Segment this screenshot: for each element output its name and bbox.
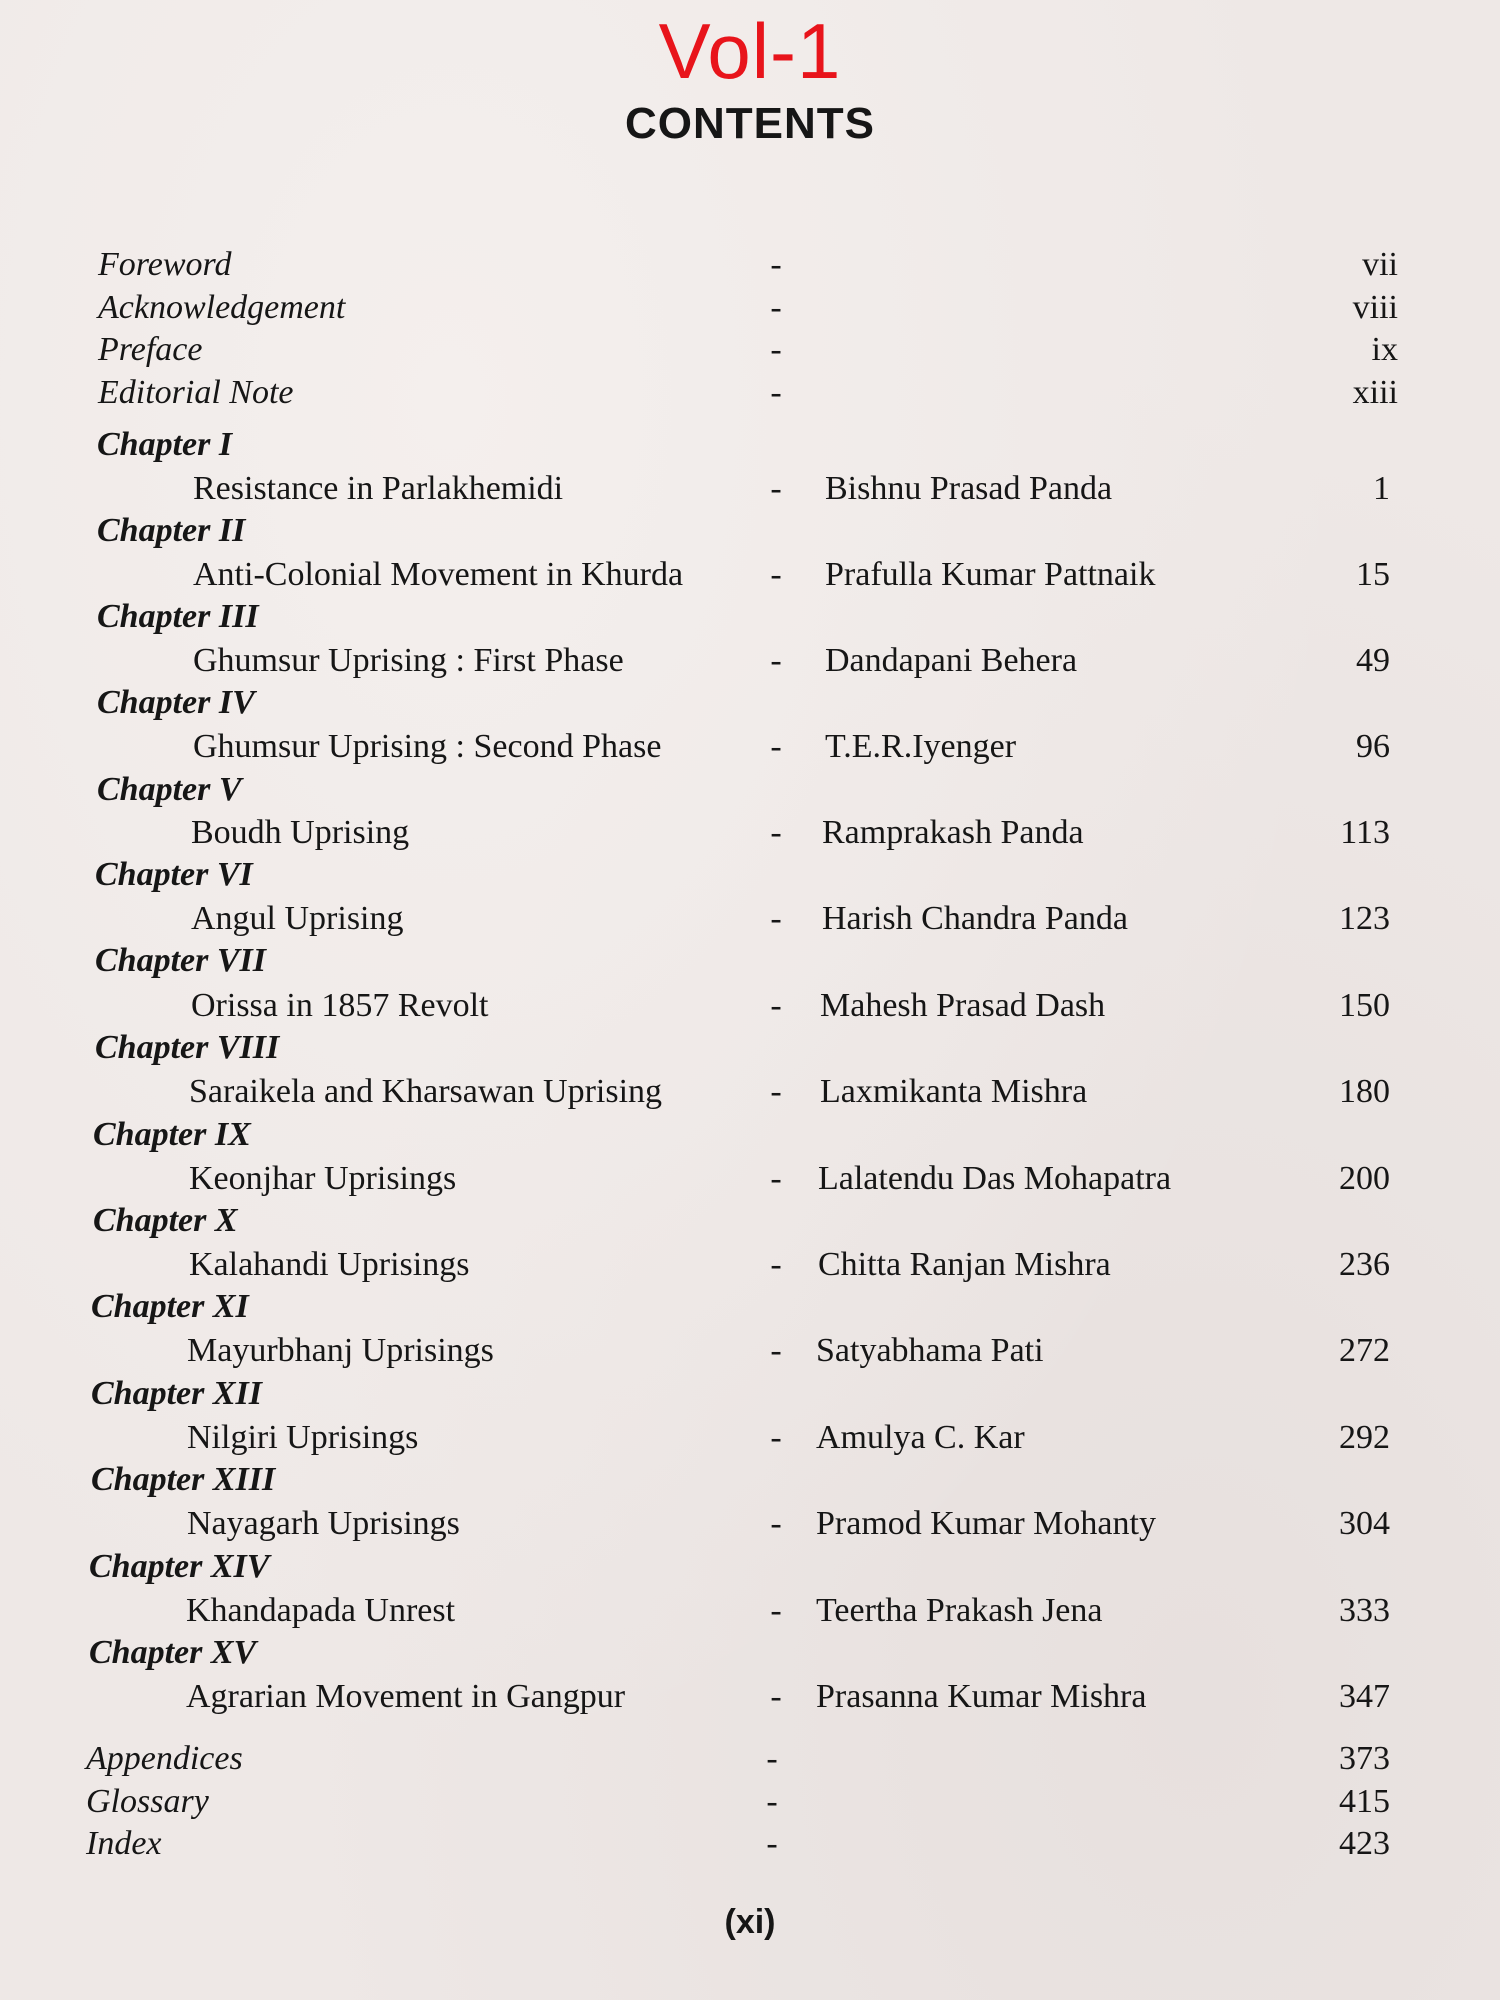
toc-entry-chapter	[0, 639, 1500, 683]
chapter-title: Anti-Colonial Movement in Khurda	[193, 556, 684, 593]
chapter-heading: Chapter VIII	[95, 1029, 280, 1066]
toc-entry-chapter	[0, 897, 1500, 941]
toc-page-number: 96	[1356, 728, 1390, 765]
chapter-title: Orissa in 1857 Revolt	[191, 987, 489, 1024]
chapter-title: Saraikela and Kharsawan Uprising	[189, 1073, 663, 1110]
toc-entry-label: Index	[86, 1825, 162, 1862]
volume-label: Vol-1	[658, 7, 842, 95]
toc-page-number: ix	[1371, 331, 1398, 368]
toc-entry-chapter	[0, 1243, 1500, 1287]
chapter-author: Pramod Kumar Mohanty	[816, 1505, 1156, 1542]
chapter-title: Ghumsur Uprising : Second Phase	[193, 728, 662, 765]
toc-entry-index	[0, 1822, 1500, 1866]
chapter-heading: Chapter IX	[93, 1116, 251, 1153]
toc-page-number: 415	[1339, 1783, 1390, 1820]
chapter-heading: Chapter V	[97, 771, 242, 808]
chapter-heading: Chapter I	[97, 426, 233, 463]
chapter-author: Dandapani Behera	[825, 642, 1078, 679]
toc-dash: -	[770, 1505, 782, 1542]
toc-dash: -	[770, 374, 782, 411]
toc-dash: -	[770, 1073, 782, 1110]
toc-entry-glossary	[0, 1780, 1500, 1824]
chapter-title: Nilgiri Uprisings	[187, 1419, 419, 1456]
toc-page-number: 49	[1356, 642, 1390, 679]
chapter-author: Harish Chandra Panda	[822, 900, 1128, 937]
chapter-title: Nayagarh Uprisings	[187, 1505, 460, 1542]
toc-page-number: 272	[1339, 1332, 1390, 1369]
toc-page-number: xiii	[1352, 374, 1398, 411]
toc-page-number: 113	[1340, 814, 1390, 851]
toc-dash: -	[770, 1160, 782, 1197]
toc-entry-preface	[0, 328, 1500, 372]
chapter-title: Resistance in Parlakhemidi	[193, 470, 564, 507]
chapter-author: Prafulla Kumar Pattnaik	[825, 556, 1156, 593]
chapter-author: Chitta Ranjan Mishra	[818, 1246, 1111, 1283]
toc-dash: -	[770, 987, 782, 1024]
toc-page-number: 292	[1339, 1419, 1390, 1456]
toc-entry-label: Acknowledgement	[98, 289, 346, 326]
toc-page-number: 1	[1373, 470, 1390, 507]
chapter-title: Boudh Uprising	[191, 814, 410, 851]
toc-dash: -	[770, 1419, 782, 1456]
toc-page-number: 333	[1339, 1592, 1390, 1629]
toc-entry-chapter	[0, 1675, 1500, 1719]
toc-entry-chapter	[0, 1070, 1500, 1114]
chapter-title: Agrarian Movement in Gangpur	[186, 1678, 626, 1715]
toc-dash: -	[766, 1740, 778, 1777]
toc-page-number: 150	[1339, 987, 1390, 1024]
toc-dash: -	[770, 1592, 782, 1629]
toc-page-number: 347	[1339, 1678, 1390, 1715]
toc-dash: -	[770, 814, 782, 851]
chapter-heading: Chapter IV	[97, 684, 255, 721]
toc-entry-chapter	[0, 984, 1500, 1028]
toc-entry-chapter	[0, 811, 1500, 855]
chapter-title: Kalahandi Uprisings	[189, 1246, 470, 1283]
chapter-heading: Chapter II	[97, 512, 246, 549]
toc-dash: -	[770, 728, 782, 765]
chapter-author: Bishnu Prasad Panda	[825, 470, 1113, 507]
toc-dash: -	[770, 289, 782, 326]
toc-entry-chapter	[0, 553, 1500, 597]
chapter-title: Ghumsur Uprising : First Phase	[193, 642, 624, 679]
toc-dash: -	[770, 1246, 782, 1283]
toc-entry-label: Editorial Note	[98, 374, 294, 411]
chapter-title: Keonjhar Uprisings	[189, 1160, 457, 1197]
toc-entry-chapter	[0, 1329, 1500, 1373]
toc-entry-label: Preface	[98, 331, 203, 368]
toc-page-number: 200	[1339, 1160, 1390, 1197]
toc-dash: -	[770, 1332, 782, 1369]
chapter-author: Amulya C. Kar	[816, 1419, 1025, 1456]
chapter-author: Lalatendu Das Mohapatra	[818, 1160, 1172, 1197]
toc-dash: -	[766, 1783, 778, 1820]
toc-dash: -	[766, 1825, 778, 1862]
chapter-heading: Chapter X	[93, 1202, 238, 1239]
toc-entry-foreword	[0, 243, 1500, 287]
chapter-author: Satyabhama Pati	[816, 1332, 1044, 1369]
toc-entry-label: Appendices	[86, 1740, 243, 1777]
toc-page-number: 304	[1339, 1505, 1390, 1542]
toc-entry-editorial-note	[0, 371, 1500, 415]
chapter-author: Mahesh Prasad Dash	[820, 987, 1106, 1024]
chapter-author: Laxmikanta Mishra	[820, 1073, 1088, 1110]
toc-dash: -	[770, 246, 782, 283]
toc-entry-acknowledgement	[0, 286, 1500, 330]
toc-entry-appendices	[0, 1737, 1500, 1781]
toc-page-number: 236	[1339, 1246, 1390, 1283]
chapter-author: T.E.R.Iyenger	[825, 728, 1017, 765]
chapter-heading: Chapter XV	[89, 1634, 257, 1671]
page-number-footer: (xi)	[724, 1903, 776, 1941]
toc-page-number: 15	[1356, 556, 1390, 593]
toc-entry-chapter	[0, 1502, 1500, 1546]
chapter-heading: Chapter III	[97, 598, 259, 635]
chapter-heading: Chapter XIV	[89, 1548, 270, 1585]
toc-dash: -	[770, 470, 782, 507]
toc-dash: -	[770, 642, 782, 679]
toc-page-number: 373	[1339, 1740, 1390, 1777]
toc-entry-chapter	[0, 1416, 1500, 1460]
toc-entry-chapter	[0, 725, 1500, 769]
toc-entry-chapter	[0, 1589, 1500, 1633]
page-title: CONTENTS	[625, 99, 875, 148]
chapter-author: Ramprakash Panda	[822, 814, 1084, 851]
chapter-author: Prasanna Kumar Mishra	[816, 1678, 1147, 1715]
toc-entry-chapter	[0, 467, 1500, 511]
toc-dash: -	[770, 900, 782, 937]
chapter-heading: Chapter VII	[95, 942, 266, 979]
chapter-heading: Chapter XII	[91, 1375, 262, 1412]
chapter-heading: Chapter XIII	[91, 1461, 276, 1498]
chapter-heading: Chapter VI	[95, 856, 253, 893]
chapter-heading: Chapter XI	[91, 1288, 249, 1325]
toc-page-number: 423	[1339, 1825, 1390, 1862]
toc-entry-label: Foreword	[98, 246, 232, 283]
toc-dash: -	[770, 331, 782, 368]
toc-dash: -	[770, 556, 782, 593]
chapter-title: Angul Uprising	[191, 900, 404, 937]
toc-page-number: 180	[1339, 1073, 1390, 1110]
toc-page-number: vii	[1362, 246, 1398, 283]
chapter-author: Teertha Prakash Jena	[816, 1592, 1103, 1629]
toc-page-number: 123	[1339, 900, 1390, 937]
toc-entry-label: Glossary	[86, 1783, 209, 1820]
chapter-title: Khandapada Unrest	[186, 1592, 456, 1629]
chapter-title: Mayurbhanj Uprisings	[187, 1332, 494, 1369]
toc-entry-chapter	[0, 1157, 1500, 1201]
toc-dash: -	[770, 1678, 782, 1715]
toc-page-number: viii	[1352, 289, 1398, 326]
